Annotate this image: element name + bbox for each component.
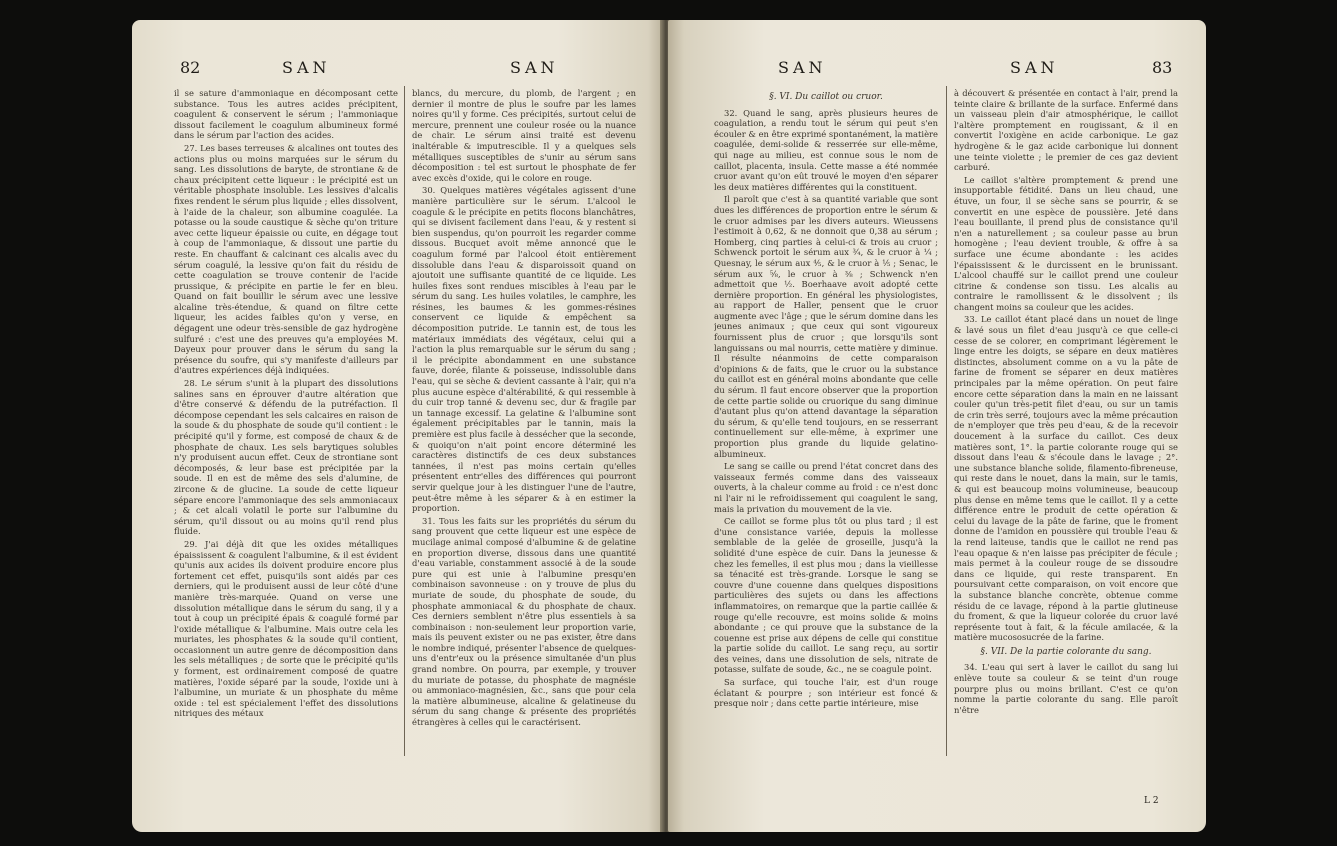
right-page-column-1 [714,88,938,778]
section-heading: §. VI. Du caillot ou cruor. [769,92,883,102]
signature-mark: L 2 [1144,796,1159,806]
right-page-column-2 [954,88,1178,778]
paragraph: 34. L'eau qui sert à laver le caillot du sang lui enlève toute sa couleur & se teint d'un rouge pourpre plus ou moins brillant. C'est ce qu'on nomme la partie colorante du sang. Elle paroît n'être [954,662,1178,715]
paragraph: blancs, du mercure, du plomb, de l'argent ; en dernier il montre de plus le soufre par les lames noires qu'il y forme. Ces précipités, surtout celui de mercure, prennent une couleur rosée ou la nuance de chair. Le sérum ainsi traité est devenu inaltérable & imputrescible. Il y a quelques sels métalliques susceptibles de s'unir au sérum sans décomposition : tel est surtout le phosphate de fer avec excès d'oxide, qui le colore en rouge. [412,88,636,183]
page-number-left: 82 [180,58,201,77]
left-page-column-2 [412,88,636,778]
running-header-right-col1: SAN [778,58,827,77]
paragraph: il se sature d'ammoniaque en décomposant cette substance. Tous les autres acides précipitent, coagulent & conservent le sérum ; l'ammoniaque dissout facilement le coagulum albumineux formé dans le sérum par l'action des acides. [174,88,398,141]
paragraph: 31. Tous les faits sur les propriétés du sérum du sang prouvent que cette liqueur est une espèce de mucilage animal composé d'albumine & de gelatine en proportion diverse, dissous dans une quantité d'eau variable, constamment associé à de la soude pure qui est unie à l'albumine presqu'en combinaison savonneuse : on y trouve de plus du muriate de soude, du phosphate de soude, du phosphate ammoniacal & du phosphate de chaux. Ces derniers semblent n'être plus essentiels à sa combinaison : non-seulement leur proportion varie, mais ils peuvent exister ou ne pas exister, être dans le nombre indiqué, présenter l'absence de quelques-uns d'entr'eux ou la présence simultanée d'un plus grand nombre. On pourra, par exemple, y trouver du muriate de potasse, du phosphate de magnésie ou ammoniaco-magnésien, &c., sans que pour cela la matière albumineuse, alcaline & gelatineuse du sérum du sang change & présente des propriétés étrangères à celles qui le caractérisent. [412,515,636,728]
column-rule [946,86,947,756]
paragraph: 32. Quand le sang, après plusieurs heures de coagulation, a rendu tout le sérum qui peut s'en écouler & en être exprimé spontanément, la matière coagulée, demi-solide & resserrée sur elle-même, qui nage au milieu, est connue sous le nom de caillot, placenta, insula. Cette masse a été nommée cruor avant qu'on eût trouvé le moyen d'en séparer les deux matières différentes qui la constituent. [714,107,938,192]
paragraph: Sa surface, qui touche l'air, est d'un rouge éclatant & pourpre ; son intérieur est foncé & presque noir ; dans cette partie intérieure, mise [714,677,938,709]
paragraph: à découvert & présentée en contact à l'air, prend la teinte claire & brillante de la surface. Enfermé dans un vaisseau plein d'air atmosphérique, le caillot l'altère promptement en rougissant, & il en convertit l'oxigène en acide carbonique. Le gaz hydrogène & le gaz acide carbonique lui donnent une teinte violette ; le premier de ces gaz devient carburé. [954,88,1178,173]
paragraph: 30. Quelques matières végétales agissent d'une manière particulière sur le sérum. L'alcool le coagule & le précipite en petits flocons blanchâtres, qui se divisent facilement dans l'eau, & y restent si bien suspendus, qu'on pourroit les regarder comme dissous. Bucquet avoit même annoncé que le coagulum formé par l'alcool étoit entièrement dissoluble dans l'eau & disparoissoit quand on ajoutoit une suffisante quantité de ce liquide. Les huiles fixes sont rendues miscibles à l'eau par le sérum du sang. Les huiles volatiles, le camphre, les résines, les baumes & les gommes-résines conservent ce liquide & empêchent sa décomposition putride. Le tannin est, de tous les matériaux immédiats des végétaux, celui qui a l'action la plus remarquable sur le sérum du sang ; il le précipite abondamment en une substance fauve, dorée, filante & poisseuse, indissoluble dans l'eau, qui se sèche & devient cassante à l'air, qui n'a plus aucune espèce d'altérabilité, & qui ressemble à du cuir trop tanné & devenu sec, dur & fragile par un tannage excessif. La gelatine & l'albumine sont également précipitables par le tannin, mais la première est plus facile à dessécher que la seconde, & quoiqu'on n'ait point encore déterminé les caractères distinctifs de ces deux substances tannées, il n'est pas moins certain qu'elles présentent entr'elles des différences qui pourront servir quelque jour à les distinguer l'une de l'autre, peut-être même à les séparer & à en estimer la proportion. [412,185,636,514]
running-header-left-col2: SAN [510,58,559,77]
paragraph: Le sang se caille ou prend l'état concret dans des vaisseaux fermés comme dans des vaisseaux ouverts, à la chaleur comme au froid : ce n'est donc ni l'air ni le refroidissement qui coagulent le sang, mais la privation du mouvement de la vie. [714,461,938,514]
column-rule [404,86,405,756]
right-page [668,20,1206,832]
running-header-right-col2: SAN [1010,58,1059,77]
paragraph: Il paroît que c'est à sa quantité variable que sont dues les différences de proportion entre le sérum & le cruor admises par les divers auteurs. Wieussens l'estimoit à 0,62, & ne donnoit que 0,38 au sérum ; Homberg, cinq parties à celui-ci & trois au cruor ; Schwenck portoit le sérum aux ¾, & le cruor à ¼ ; Quesnay, le sérum aux ⅘, & le cruor à ⅕ ; Senac, le sérum aux ⅝, le cruor à ⅜ ; Schwenck n'en admettoit que ½. Boerhaave avoit adopté cette dernière proportion. En général les physiologistes, au rapport de Haller, pensent que le cruor augmente avec l'âge ; que le sérum domine dans les jeunes animaux ; que ceux qui sont vigoureux fournissent plus de cruor ; que lorsqu'ils sont languissans ou mal nourris, cette matière y diminue. Il résulte néanmoins de cette comparaison d'opinions & de faits, que le cruor ou la substance du caillot est en général moins abondante que celle du sérum. Il faut encore observer que la proportion de cette partie solide ou cruorique du sang diminue d'autant plus qu'on attend davantage la séparation du sérum, & qu'elle tend toujours, en se resserrant continuellement sur elle-même, à exprimer une proportion plus grande du liquide gelatino-albumineux. [714,194,938,459]
left-page-column-1 [174,88,398,778]
page-number-right: 83 [1152,58,1173,77]
running-header-left-col1: SAN [282,58,331,77]
paragraph: 29. J'ai déjà dit que les oxides métalliques épaississent & coagulent l'albumine, & il est évident qu'unis aux acides ils doivent produire encore plus fortement cet effet, puisqu'ils sont aidés par ces derniers, qui le produisent aussi de leur côté d'une manière très-marquée. Quand on verse une dissolution métallique dans le sérum du sang, il y a tout à coup un précipité épais & coagulé formé par l'oxide métallique & l'albumine. Mais outre cela les muriates, les phosphates & la soude qu'il contient, occasionnent un autre genre de décomposition dans les sels métalliques ; de sorte que le précipité qu'ils y forment, est ordinairement composé de quatre matières, l'oxide séparé par la soude, l'oxide uni à l'albumine, un muriate & un phosphate du même oxide : tel est spécialement l'effet des dissolutions nitriques des métaux [174,538,398,719]
paragraph: Ce caillot se forme plus tôt ou plus tard ; il est d'une consistance variée, depuis la mollesse semblable de la gelée de groseille, jusqu'à la solidité d'une espèce de cuir. Dans la jeunesse & chez les femelles, il est plus mou ; dans la vieillesse sa ténacité est très-grande. Lorsque le sang se couvre d'une couenne dans quelques dispositions particulières des sujets ou dans les affections inflammatoires, on remarque que la partie caillée & rouge qu'elle recouvre, est moins solide & moins abondante ; ce qui prouve que la substance de la couenne est prise aux dépens de celle qui constitue la partie solide du caillot. Le sang reçu, au sortir des veines, dans une dissolution de sels, nitrate de potasse, sulfate de soude, &c., ne se coagule point. [714,516,938,675]
paragraph: 28. Le sérum s'unit à la plupart des dissolutions salines sans en éprouver d'autre altération que d'être conservé & défendu de la putréfaction. Il décompose cependant les sels calcaires en raison de la soude & du phosphate de soude qu'il contient : le précipité qu'il y forme, est composé de chaux & de phosphate de chaux. Les sels barytiques solubles n'y produisent aucun effet. Ceux de strontiane sont décomposés, & leur base est précipitée par la soude. Il en est de même des sels d'alumine, de zircone & de glucine. La soude de cette liqueur sépare encore l'ammoniaque des sels ammoniacaux ; & cet alcali volatil le porte sur l'albumine du sérum, qu'il dissout ou au moins qu'il rend plus fluide. [174,378,398,537]
paragraph: 27. Les bases terreuses & alcalines ont toutes des actions plus ou moins marquées sur le sérum du sang. Les dissolutions de baryte, de strontiane & de chaux précipitent cette liqueur : le précipité est un véritable phosphate insoluble. Les lessives d'alcalis fixes rendent le sérum plus liquide ; elles dissolvent, à l'aide de la chaleur, son albumine coagulée. La potasse ou la soude caustique & sèche qu'on triture avec cette liqueur épaissie ou cuite, en dégage tout à coup de l'ammoniaque, & dissout une partie du reste. En chauffant & calcinant ces alcalis avec du sérum coagulé, la lessive qu'on fait du résidu de cette coagulation se trouve contenir de l'acide prussique, & précipite en partie le fer en bleu. Quand on fait bouillir le sérum avec une lessive alcaline très-étendue, & quand on filtre cette liqueur, les acides faibles qu'on y verse, en dégagent une odeur très-sensible de gaz hydrogène sulfuré : c'est une des preuves qu'a employées M. Dayeux pour prouver dans le sérum du sang la présence du soufre, qui s'y manifeste d'ailleurs par d'autres expériences déjà indiquées. [174,142,398,376]
paragraph: 33. Le caillot étant placé dans un nouet de linge & lavé sous un filet d'eau jusqu'à ce que celle-ci cesse de se colorer, en comprimant légèrement le linge entre les doigts, se sépare en deux matières distinctes, absolument comme on a vu la pâte de farine de froment se séparer en deux matières principales par la même opération. On peut faire encore cette séparation dans la main en ne laissant couler qu'un très-petit filet d'eau, ou sur un tamis de crin très serré, toujours avec la même précaution de n'employer que très peu d'eau, & de la recevoir doucement à la surface du caillot. Ces deux matières sont, 1°. la partie colorante rouge qui se dissout dans l'eau & s'écoule dans le lavage ; 2°. une substance blanche solide, filamento-fibreneuse, qui reste dans le nouet, dans la main, sur le tamis, & qui est beaucoup moins volumineuse, beaucoup plus dense en même tems que le caillot. Il y a cette différence entre le produit de cette opération & celui du lavage de la pâte de farine, que le froment donne de l'amidon en poussière qui trouble l'eau & la rend laiteuse, tandis que le caillot ne rend pas l'eau opaque & n'en laisse pas précipiter de fécule ; mais permet à la couleur rouge de se dissoudre dans ce liquide, qui reste transparent. En poursuivant cette comparaison, on voit encore que la substance blanche concrète, obtenue comme résidu de ce lavage, répond à la partie glutineuse du froment, & que la liqueur colorée du cruor lavé représente tout à fait, & la fécule amilacée, & la matière mucososucrée de la farine. [954,314,1178,643]
section-heading: §. VII. De la partie colorante du sang. [980,646,1152,657]
left-page [132,20,664,832]
open-book [120,20,1220,832]
paragraph: Le caillot s'altère promptement & prend une insupportable fétidité. Dans un lieu chaud, une étuve, un four, il se sèche sans se pourrir, & se convertit en une espèce de poussière. Jeté dans l'eau bouillante, il prend plus de consistance qu'il n'en a naturellement ; sa couleur passe au brun homogène ; l'eau devient trouble, & offre à sa surface une écume abondante : les acides l'épaississent & le durcissent en le brunissant. L'alcool chauffé sur le caillot prend une couleur citrine & condense son tissu. Les alcalis au contraire le ramollissent & le dissolvent ; ils changent moins sa couleur que les acides. [954,174,1178,312]
